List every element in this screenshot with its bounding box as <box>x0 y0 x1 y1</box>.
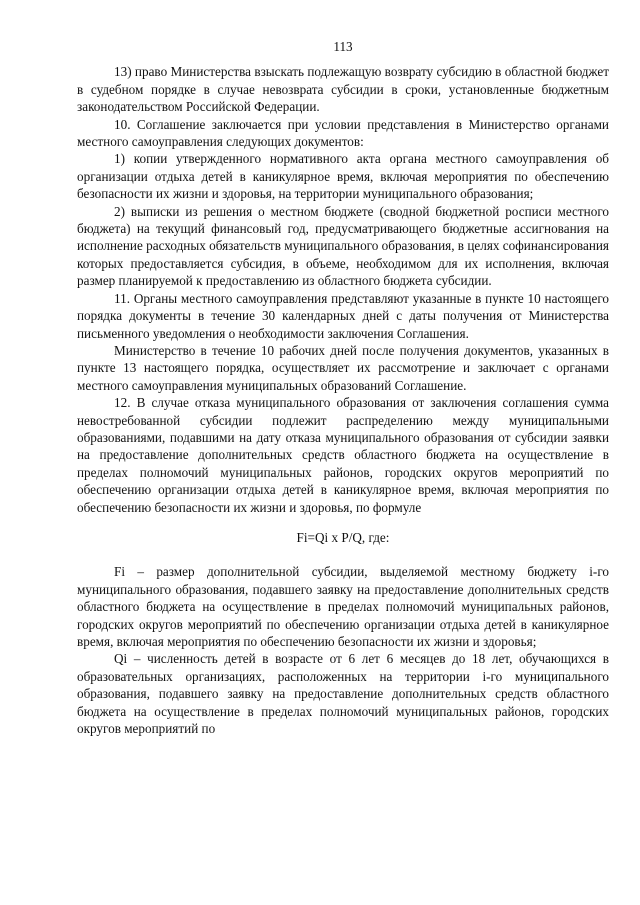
document-page <box>77 38 609 737</box>
paragraph-10-agreement-conditions: 10. Соглашение заключается при условии представления в Министерство органами местного самоуправления следующих документов: <box>77 116 609 150</box>
paragraph-item-13-right-to-recover: 13) право Министерства взыскать подлежащую возврату субсидию в областной бюджет в судебном порядке в случае невозврата субсидии в сроки, установленные бюджетным законодательством Российской Федерации. <box>77 64 609 115</box>
paragraph-ministry-review: Министерство в течение 10 рабочих дней после получения документов, указанных в пункте 13 настоящего порядка, осуществляет их рассмотрение и заключает с органами местного самоуправления муниципальных образований Соглашение. <box>77 342 609 393</box>
paragraph-12-refusal-redistribution: 12. В случае отказа муниципального образования от заключения соглашения сумма невостребованной субсидии подлежит распределению между муниципальными образованиями, подавшими на дату отказа муниципального образования от субсидии заявки на предоставление дополнительных средств областного бюджета на осуществление в пределах полномочий муниципальных районов, городских округов мероприятий по обеспечению организации отдыха детей в каникулярное время, включая мероприятия по обеспечению безопасности их жизни и здоровья, по формуле <box>77 395 609 515</box>
page-number: 113 <box>333 39 353 54</box>
paragraph-11-document-submission: 11. Органы местного самоуправления представляют указанные в пункте 10 настоящего порядка документы в течение 30 календарных дней с даты получения от Министерства письменного уведомления о необходимости заключения Соглашения. <box>77 290 609 341</box>
definition-fi: Fi – размер дополнительной субсидии, выделяемой местному бюджету i-го муниципального образования, подавшего заявку на предоставление дополнительных средств областного бюджета на осуществление в пределах полномочий муниципальных районов, городских округов мероприятий по обеспечению организации отдыха детей в каникулярное время, включая мероприятия по обеспечению безопасности их жизни и здоровья; <box>77 564 609 649</box>
subsidy-formula: Fi=Qi x P/Q, где: <box>296 529 390 545</box>
paragraph-10-1-normative-act-copies: 1) копии утвержденного нормативного акта органа местного самоуправления об организации отдыха детей в каникулярное время, включая мероприятия по обеспечению безопасности их жизни и здоровья, на территории муниципального образования; <box>77 151 609 202</box>
paragraph-10-2-budget-extracts: 2) выписки из решения о местном бюджете (сводной бюджетной росписи местного бюджета) на текущий финансовый год, предусматривающего бюджетные ассигнования на исполнение расходных обязательств муниципального образования, в целях софинансирования которых предоставляется субсидия, в объеме, необходимом для их исполнения, включая размер планируемой к предоставлению из областного бюджета субсидии. <box>77 203 609 289</box>
definition-qi: Qi – численность детей в возрасте от 6 лет 6 месяцев до 18 лет, обучающихся в образовательных организациях, расположенных на территории i-го муниципального образования, подавшего заявку на предоставление дополнительных средств областного бюджета на осуществление в пределах полномочий муниципальных районов, городских округов мероприятий по <box>77 651 609 737</box>
